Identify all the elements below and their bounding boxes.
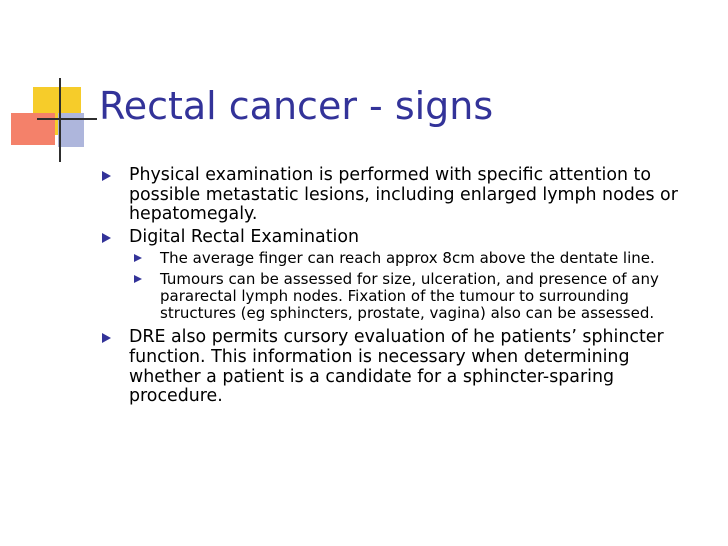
bullet-item-dre — [100, 228, 696, 248]
sub-bullet-list — [100, 250, 696, 322]
bullet-text: Physical examination is performed with specific attention to possible metastatic lesions, including enlarged lymph nodes or hepatomegaly. — [129, 165, 678, 225]
sub-bullet-item-tumour-assessment — [132, 271, 696, 322]
slide-title: Rectal cancer - signs — [99, 84, 494, 128]
logo-horizontal-line — [37, 118, 97, 120]
bullet-text: Digital Rectal Examination — [129, 226, 360, 247]
logo-vertical-line — [59, 78, 61, 162]
triangle-bullet-icon — [102, 333, 111, 343]
sub-bullet-text: The average finger can reach approx 8cm above the dentate line. — [160, 249, 655, 268]
triangle-bullet-icon — [102, 171, 111, 181]
slide-logo-squares-icon — [0, 0, 100, 170]
bullet-text: DRE also permits cursory evaluation of he patients’ sphincter function. This information is necessary when determining whether a patient is a candidate for a sphincter-sparing procedure. — [129, 327, 664, 407]
sub-bullet-text: Tumours can be assessed for size, ulceration, and presence of any pararectal lymph nodes. Fixation of the tumour to surrounding structures (eg sphincters, prostate, vagina) also can be assessed. — [160, 270, 659, 323]
triangle-bullet-icon — [134, 254, 142, 262]
triangle-bullet-icon — [134, 275, 142, 283]
bullet-list — [100, 166, 696, 410]
bullet-item-physical-exam — [100, 166, 696, 225]
triangle-bullet-icon — [102, 233, 111, 243]
bullet-item-sphincter-function — [100, 328, 696, 406]
sub-bullet-item-finger-reach — [132, 250, 696, 267]
